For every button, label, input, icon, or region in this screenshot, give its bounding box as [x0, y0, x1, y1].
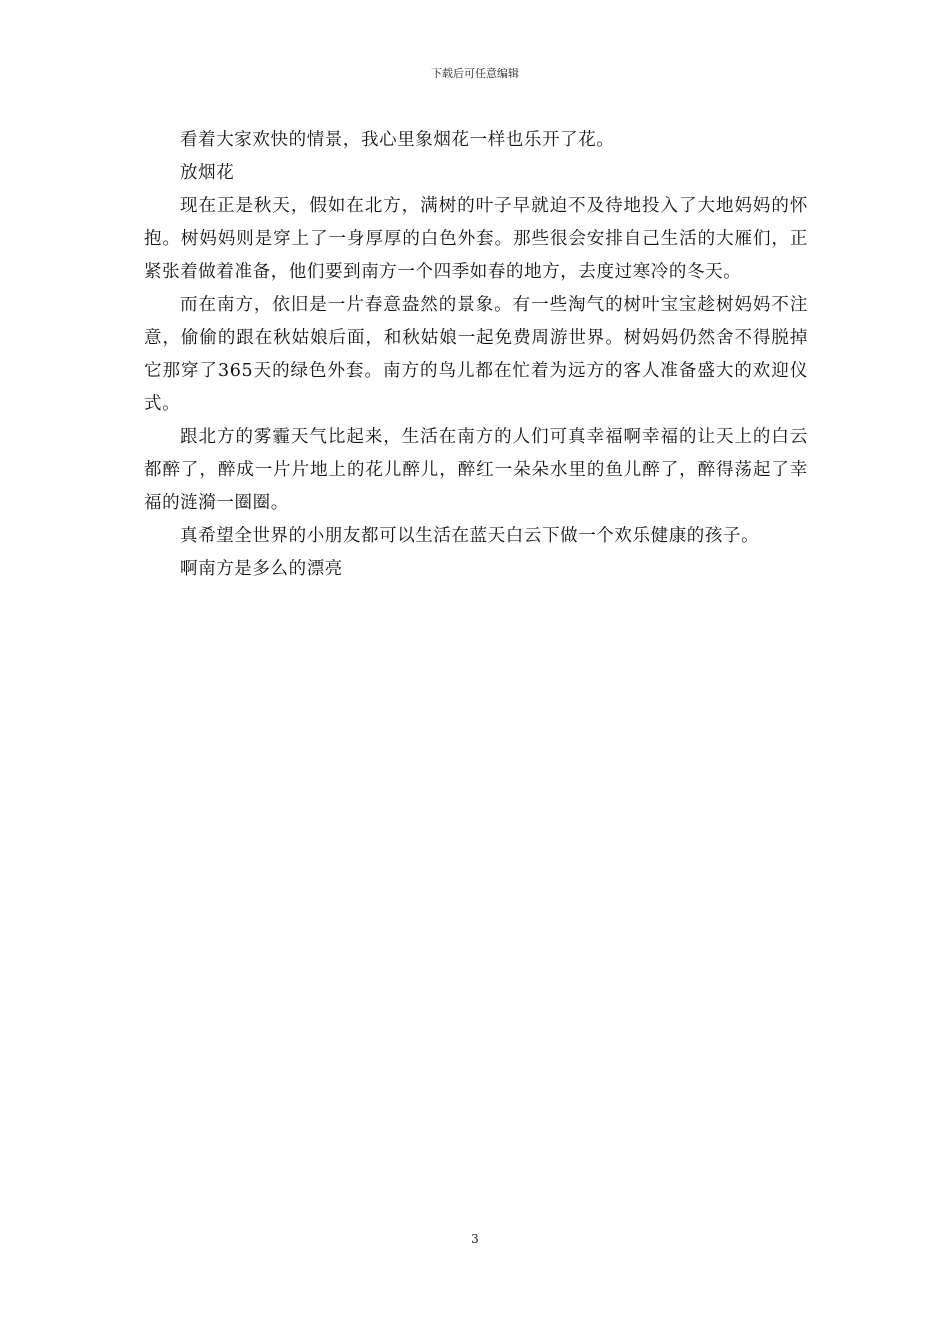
document-body: [144, 124, 808, 586]
paragraph: 看着大家欢快的情景，我心里象烟花一样也乐开了花。: [180, 130, 615, 150]
page-header: 下载后可任意编辑: [431, 67, 519, 80]
section-heading: 放烟花: [180, 163, 235, 183]
paragraph: 现在正是秋天，假如在北方，满树的叶子早就迫不及待地投入了大地妈妈的怀抱。树妈妈则是穿上了一身厚厚的白色外套。那些很会安排自己生活的大雁们，正紧张着做着准备，他们要到南方一个四季如春的地方，去度过寒冷的冬天。: [144, 196, 808, 282]
paragraph: 而在南方，依旧是一片春意盎然的景象。有一些淘气的树叶宝宝趁树妈妈不注意，偷偷的跟在秋姑娘后面，和秋姑娘一起免费周游世界。树妈妈仍然舍不得脱掉它那穿了365天的绿色外套。南方的鸟儿都在忙着为远方的客人准备盛大的欢迎仪式。: [144, 295, 808, 414]
paragraph: 跟北方的雾霾天气比起来，生活在南方的人们可真幸福啊幸福的让天上的白云都醉了，醉成一片片地上的花儿醉儿，醉红一朵朵水里的鱼儿醉了，醉得荡起了幸福的涟漪一圈圈。: [144, 427, 808, 513]
paragraph: 真希望全世界的小朋友都可以生活在蓝天白云下做一个欢乐健康的孩子。: [180, 526, 760, 546]
page-number: 3: [471, 1232, 479, 1246]
paragraph: 啊南方是多么的漂亮: [180, 559, 343, 579]
